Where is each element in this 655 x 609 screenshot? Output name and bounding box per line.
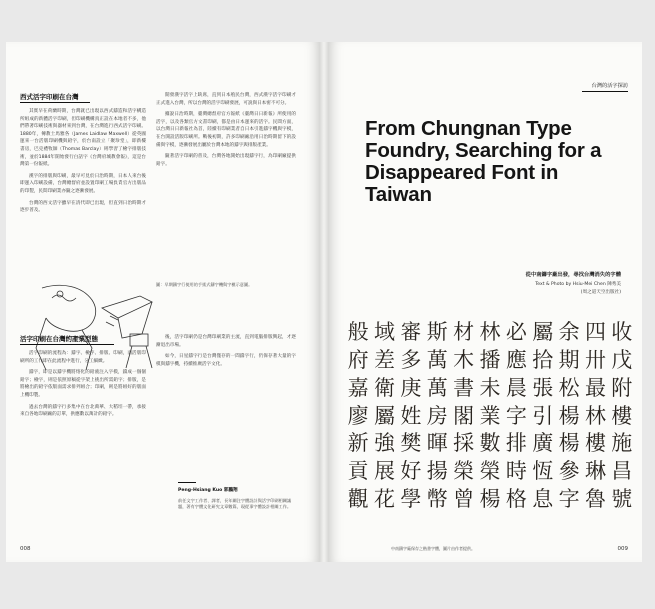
font-specimen-grid	[345, 319, 635, 514]
specimen-glyph: 屬	[374, 403, 396, 428]
specimen-glyph: 晨	[505, 375, 527, 400]
specimen-glyph: 庚	[400, 375, 422, 400]
specimen-glyph: 材	[453, 320, 475, 344]
paragraph: 台灣的西文活字雖早在清代即已出現，但直到日治時期才逐步普及。	[20, 200, 146, 214]
specimen-glyph: 排	[505, 431, 527, 456]
paragraph: 漢字的排版與印刷，最早可見於日治時期，日本人來台後即運入印刷設備，台灣總督府並設置印刷工場負責官方出版品的印製，民間印刷業亦隨之逐漸發展。	[20, 173, 146, 194]
specimen-glyph: 樓	[611, 403, 633, 428]
author-rule	[178, 482, 196, 483]
specimen-glyph: 數	[479, 431, 501, 456]
specimen-glyph: 松	[558, 375, 580, 400]
specimen-glyph: 衛	[374, 375, 396, 400]
section-heading-1: 西式活字印刷在台灣	[20, 92, 90, 103]
specimen-glyph: 萬	[426, 375, 448, 400]
specimen-glyph: 木	[453, 347, 475, 372]
specimen-glyph: 好	[400, 459, 422, 484]
specimen-glyph: 樊	[400, 431, 422, 456]
page-number-left: 008	[20, 546, 31, 552]
specimen-glyph: 幣	[426, 487, 448, 512]
specimen-glyph: 格	[505, 487, 527, 512]
author-name: Peng-Hsiang Kuo 郭鵬翔	[178, 488, 238, 493]
specimen-glyph: 昌	[611, 459, 633, 484]
specimen-glyph: 花	[374, 487, 396, 512]
specimen-glyph: 般	[347, 320, 369, 344]
specimen-glyph: 廣	[532, 431, 554, 456]
left-column-bottom	[20, 350, 146, 544]
paragraph: 隨著活字印刷的普及，台灣各地開始出現鑄字行，為印刷廠提供鉛字。	[156, 154, 296, 167]
specimen-glyph: 四	[584, 320, 606, 344]
specimen-glyph: 必	[505, 320, 527, 344]
specimen-glyph: 榮	[453, 459, 475, 484]
specimen-glyph: 息	[532, 487, 554, 512]
article-title: From Chungnan Type Foundry, Searching for a Disappeared Font in Taiwan	[365, 117, 602, 206]
specimen-glyph: 廖	[347, 403, 369, 428]
specimen-glyph: 參	[558, 459, 580, 484]
subtitle-note: (周之道天空出版社)	[580, 290, 621, 295]
specimen-caption: 中南鑄字廠保存之楷書字體，圖片由作者提供。	[391, 546, 475, 551]
specimen-glyph: 號	[611, 487, 633, 512]
section-tag: 台灣的活字探訪	[582, 82, 628, 92]
specimen-glyph: 姓	[400, 403, 422, 428]
illustration-caption: 圖：早期鑄字行使用的手搖式鑄字機與字模示意圖。	[156, 282, 253, 287]
specimen-glyph: 展	[374, 459, 396, 484]
specimen-glyph: 萬	[426, 347, 448, 372]
specimen-glyph: 楊	[479, 487, 501, 512]
right-column-bottom	[156, 334, 296, 424]
specimen-glyph: 學	[400, 487, 422, 512]
subtitle-chinese: 從中南鑄字廠出發，尋找台灣消失的字體	[525, 272, 621, 278]
specimen-glyph: 府	[347, 347, 369, 372]
specimen-glyph: 魯	[584, 487, 606, 512]
specimen-glyph: 收	[611, 320, 633, 344]
specimen-glyph: 斯	[426, 320, 448, 344]
specimen-glyph: 卅	[584, 347, 606, 372]
specimen-glyph: 新	[347, 431, 369, 456]
specimen-glyph: 曾	[453, 487, 475, 512]
specimen-glyph: 楊	[558, 403, 580, 428]
right-column-top	[156, 92, 296, 182]
specimen-glyph: 業	[479, 403, 501, 428]
specimen-glyph: 榮	[479, 459, 501, 484]
specimen-glyph: 嘉	[347, 375, 369, 400]
paragraph: 後，活字印刷仍是台灣印刷業的主流，直到電腦排版興起，才逐漸退出市場。	[156, 335, 296, 348]
specimen-glyph: 審	[400, 320, 422, 344]
specimen-glyph: 應	[505, 347, 527, 372]
specimen-glyph: 強	[374, 431, 396, 456]
book-gutter	[319, 42, 329, 562]
paragraph: 鑄字，即是以鑄字機將熔化的鉛液注入字模，鑄成一個個鉛字；檢字，則是依照原稿從字架上挑出所需鉛字；排版，是將檢出的鉛字依版面需求排列組合；印刷，則是將組好的版面上機印製。	[20, 370, 146, 398]
specimen-glyph: 林	[479, 320, 501, 344]
left-column-top	[20, 108, 146, 271]
specimen-glyph: 最	[584, 375, 606, 400]
specimen-glyph: 多	[400, 347, 422, 372]
specimen-glyph: 觀	[347, 487, 369, 512]
specimen-glyph: 書	[453, 375, 475, 400]
specimen-glyph: 楊	[558, 431, 580, 456]
left-page	[6, 42, 319, 562]
specimen-glyph: 引	[532, 403, 554, 428]
specimen-glyph: 期	[558, 347, 580, 372]
specimen-glyph: 域	[374, 320, 396, 344]
specimen-glyph: 揚	[426, 459, 448, 484]
subtitle-credit: Text & Photo by Hsiu-Mei Chen 陳秀美	[535, 282, 621, 287]
paragraph: 開發漢字活字上缺席，直到日本殖民台灣，西式漢字活字印刷才正式進入台灣，所以台灣的活字印刷發展，可說與日本密不可分。	[156, 93, 296, 106]
specimen-glyph: 播	[479, 347, 501, 372]
specimen-glyph: 余	[558, 320, 580, 344]
paragraph: 其實早在荷蘭時期，台灣就已出現以西式鑄造和活字構造所組成的新體活字印刷，但印刷機構真正設在本地者不多，他們帶著印刷技術與器材來到台灣，在台灣進行西式活字印刷。1880年，傳教士馬雅各（James Laidlaw Maxwell）從英國運來一台活版印刷機與鉛字，於台南設立「聚珍堂」，即新樓書房，巴克禮牧師（Thomas Barclay）則學習了檢字排版技術，並於1884年開始發行白話字《台灣府城教會報》，這是台灣第一份報紙。	[20, 109, 146, 168]
specimen-glyph: 暉	[426, 431, 448, 456]
specimen-glyph: 施	[611, 431, 633, 456]
specimen-glyph: 恆	[532, 459, 554, 484]
specimen-glyph: 林	[584, 403, 606, 428]
specimen-glyph: 採	[453, 431, 475, 456]
author-bio: 前任文字工作者、譯者，長年關注字體設計與活字印刷相關議題，著有字體文化研究文章數篇，現從事字體設計相關工作。	[178, 498, 292, 510]
specimen-glyph: 拾	[532, 347, 554, 372]
page-number-right: 009	[617, 546, 628, 552]
specimen-glyph: 戊	[611, 347, 633, 372]
specimen-glyph: 字	[505, 403, 527, 428]
paragraph: 過去台灣的鑄字行多集中在台北萬華、大稻埕一帶，承接來自各地印刷廠的訂單，供應數以萬計的鉛字。	[20, 404, 146, 418]
specimen-glyph: 字	[558, 487, 580, 512]
specimen-glyph: 房	[426, 403, 448, 428]
specimen-glyph: 閣	[453, 403, 475, 428]
specimen-glyph: 差	[374, 347, 396, 372]
specimen-glyph: 樓	[584, 431, 606, 456]
specimen-glyph: 屬	[532, 320, 554, 344]
specimen-glyph: 貢	[347, 459, 369, 484]
paragraph: 如今，日星鑄字行是台灣僅存的一間鑄字行，仍保存著大量的字模與鑄字機，持續推廣活字文化。	[156, 354, 296, 367]
right-page	[329, 42, 642, 562]
specimen-glyph: 時	[505, 459, 527, 484]
specimen-glyph: 琳	[584, 459, 606, 484]
paragraph: 活字印刷的流程為：鑄字、檢字、排版、印刷，而活版印刷所的工作即在此流程中進行，分工細緻。	[20, 351, 146, 364]
section-heading-2: 活字印刷在台灣的產業型態	[20, 334, 114, 345]
specimen-glyph: 附	[611, 375, 633, 400]
specimen-glyph: 未	[479, 375, 501, 400]
paragraph: 據說日治時期，臺灣總督府官方報紙《臺灣日日新報》所使用的活字，以及各類官方文書印刷，都是由日本運來的活字。民間方面，以台灣日日新報社為首，陸續有印刷業者自日本引進鑄字機與字模，在台開設活版印刷所。戰後初期，許多印刷廠沿用日治時期留下的設備與字模，逐漸發展出屬於台灣本地的鑄字與排版產業。	[156, 112, 296, 148]
specimen-glyph: 張	[532, 375, 554, 400]
